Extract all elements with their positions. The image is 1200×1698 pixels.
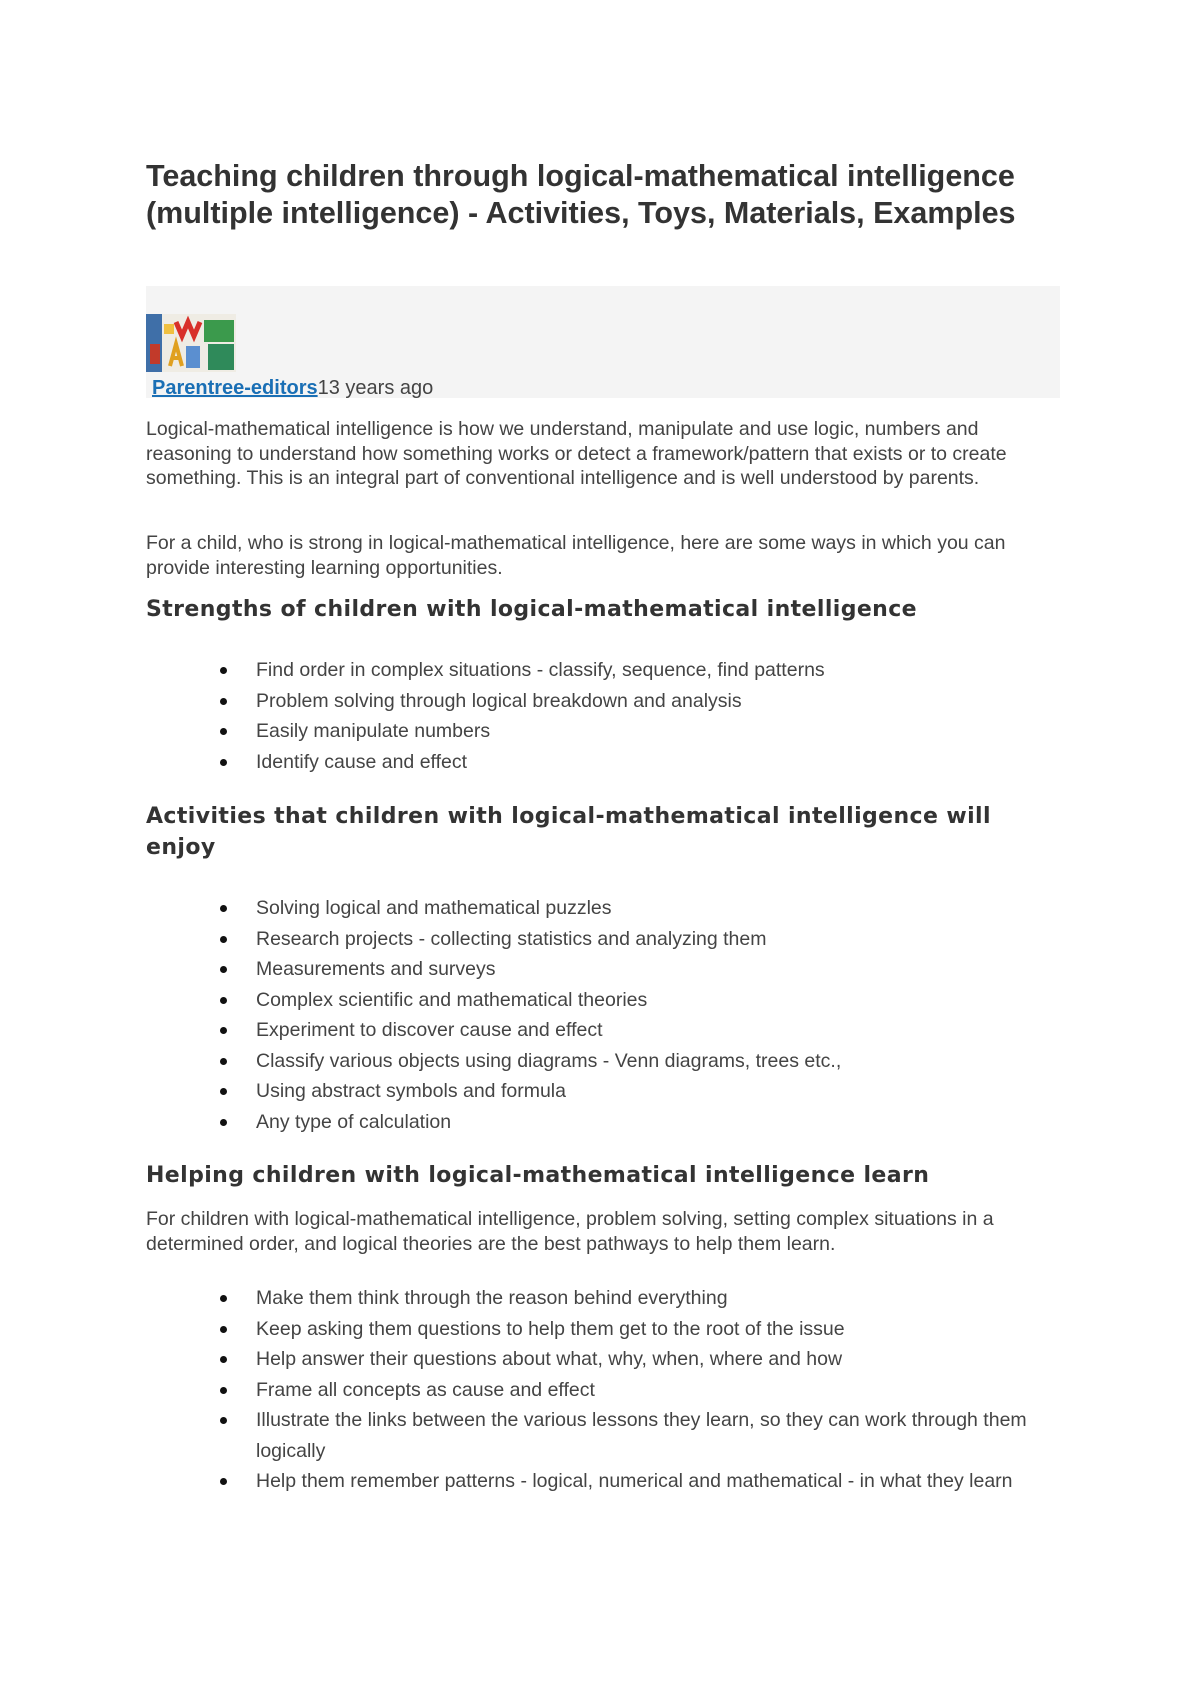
helping-intro: For children with logical-mathematical intelligence, problem solving, setting complex situations in a determined order, and logical theories are the best pathways to help them learn.	[146, 1208, 994, 1255]
author-line	[152, 376, 433, 400]
post-time: 13 years ago	[317, 377, 434, 399]
list-item: Help answer their questions about what, why, when, where and how	[146, 1344, 1060, 1375]
strengths-heading: Strengths of children with logical-mathematical intelligence	[146, 597, 917, 622]
list-item: Help them remember patterns - logical, numerical and mathematical - in what they learn	[146, 1466, 1060, 1497]
list-item: Illustrate the links between the various lessons they learn, so they can work through them logically	[146, 1405, 1060, 1466]
list-item: Measurements and surveys	[146, 954, 1060, 985]
list-item: Using abstract symbols and formula	[146, 1076, 1060, 1107]
avatar-image	[146, 314, 236, 372]
list-item: Keep asking them questions to help them get to the root of the issue	[146, 1314, 1060, 1345]
list-item: Problem solving through logical breakdown and analysis	[146, 686, 1060, 717]
list-item: Identify cause and effect	[146, 747, 1060, 778]
activities-list	[146, 893, 1060, 1137]
intro-paragraph-2: For a child, who is strong in logical-mathematical intelligence, here are some ways in which you can provide interesting learning opportunities.	[146, 532, 1006, 579]
helping-heading: Helping children with logical-mathematical intelligence learn	[146, 1163, 930, 1188]
list-item: Make them think through the reason behind everything	[146, 1283, 1060, 1314]
list-item: Complex scientific and mathematical theories	[146, 985, 1060, 1016]
strengths-list	[146, 655, 1060, 777]
author-link[interactable]: Parentree-editors	[152, 377, 318, 399]
intro-paragraph-1: Logical-mathematical intelligence is how we understand, manipulate and use logic, numbers and reasoning to understand how something works or detect a framework/pattern that exists or to create something. This is an integral part of conventional intelligence and is well understood by parents.	[146, 418, 1007, 489]
activities-heading: Activities that children with logical-mathematical intelligence will enjoy	[146, 804, 991, 860]
list-item: Easily manipulate numbers	[146, 716, 1060, 747]
list-item: Frame all concepts as cause and effect	[146, 1375, 1060, 1406]
author-avatar[interactable]	[146, 314, 236, 372]
list-item: Find order in complex situations - classify, sequence, find patterns	[146, 655, 1060, 686]
list-item: Any type of calculation	[146, 1107, 1060, 1138]
helping-list	[146, 1283, 1060, 1497]
list-item: Classify various objects using diagrams - Venn diagrams, trees etc.,	[146, 1046, 1060, 1077]
list-item: Research projects - collecting statistics and analyzing them	[146, 924, 1060, 955]
author-box	[146, 286, 1060, 398]
list-item: Solving logical and mathematical puzzles	[146, 893, 1060, 924]
article-title: Teaching children through logical-mathematical intelligence (multiple intelligence) - Activities, Toys, Materials, Examples	[146, 159, 1016, 230]
list-item: Experiment to discover cause and effect	[146, 1015, 1060, 1046]
